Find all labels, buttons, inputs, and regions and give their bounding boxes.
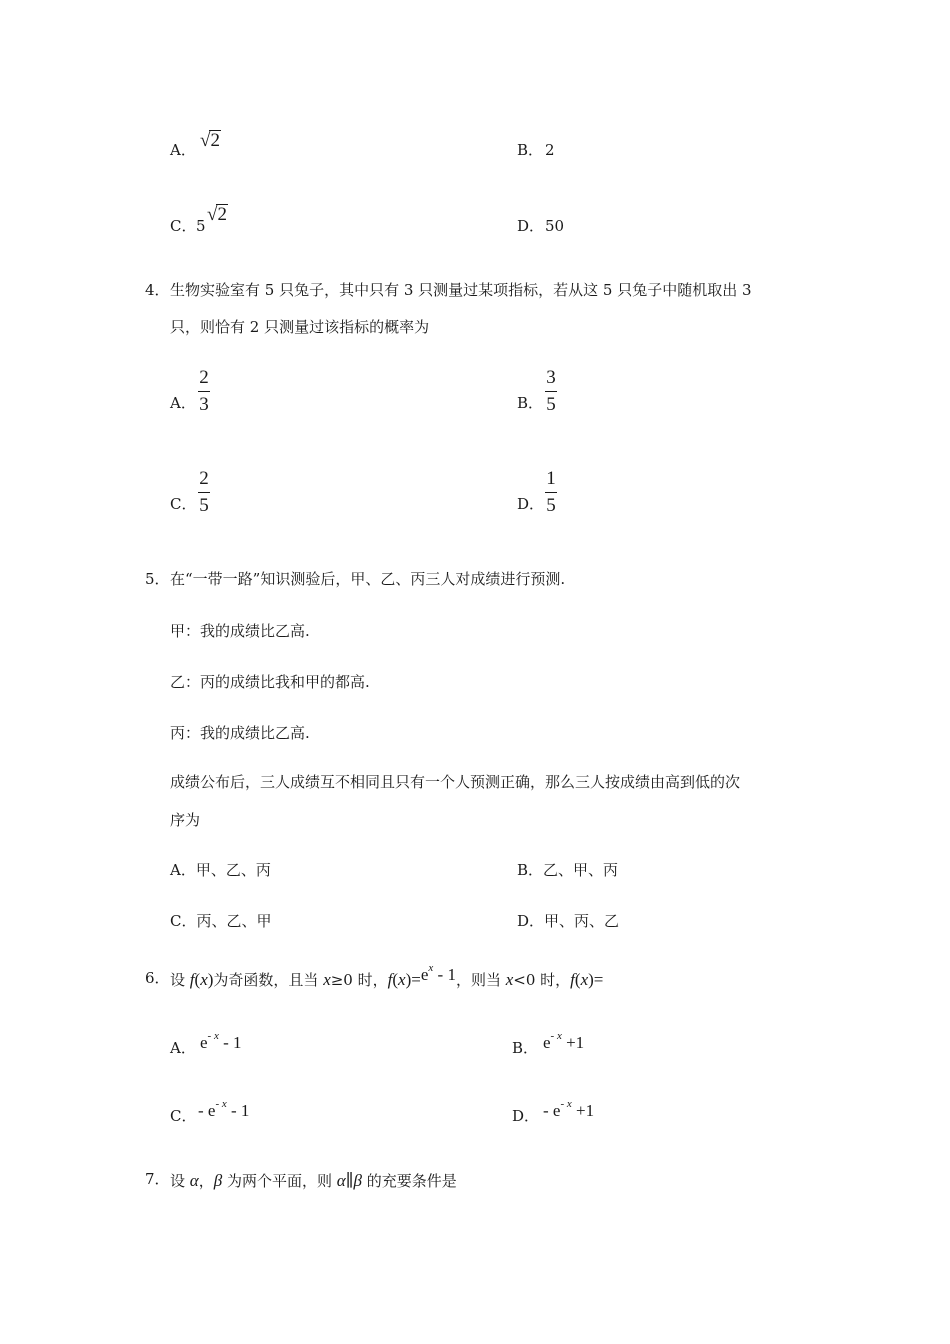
option-c-expression: - $e^{- x} - 1$ (198, 1098, 250, 1120)
question-stem: 设 f(x)为奇函数，且当 x≥0 时，$f(x)=e^x - 1$，则当 x<0 时，f(x)= (170, 962, 604, 989)
option-b: B．乙、甲、丙 (517, 861, 619, 879)
option-a: A．甲、乙、丙 (170, 861, 271, 879)
option-value: 50 (545, 217, 565, 235)
option-label: B． (512, 1039, 539, 1057)
option-d: D．甲、丙、乙 (517, 912, 620, 930)
statement-yi: 乙：丙的成绩比我和甲的都高. (170, 673, 370, 691)
fraction-d: 1 5 (546, 468, 556, 516)
statement-bing: 丙：我的成绩比乙高. (170, 724, 310, 742)
conclusion-cont: 序为 (170, 811, 201, 829)
option-a-expression: $e^{- x} - 1$ (200, 1030, 242, 1052)
question-number: 7． (145, 1170, 170, 1188)
statement-jia: 甲：我的成绩比乙高. (170, 622, 310, 640)
question-stem: 生物实验室有 5 只兔子，其中只有 3 只测量过某项指标，若从这 5 只兔子中随机取出 3 (170, 281, 752, 299)
question-number: 4． (145, 281, 170, 299)
sqrt-expression: √2 (200, 130, 220, 151)
option-c: C．丙、乙、甲 (170, 912, 272, 930)
question-number: 5． (145, 570, 170, 588)
fraction-b: 3 5 (546, 367, 556, 415)
option-label: C． (170, 495, 197, 513)
option-label: B． (517, 141, 544, 159)
option-label: A． (170, 1039, 196, 1057)
option-label: D． (517, 495, 545, 513)
option-label: D． (512, 1107, 540, 1125)
question-stem: 设 α，β 为两个平面，则 α∥β 的充要条件是 (170, 1171, 457, 1190)
option-label: D． (517, 217, 545, 235)
question-number: 6． (145, 969, 170, 987)
conclusion: 成绩公布后，三人成绩互不相同且只有一个人预测正确，那么三人按成绩由高到低的次 (170, 773, 741, 791)
question-stem-cont: 只，则恰有 2 只测量过该指标的概率为 (170, 318, 430, 336)
option-value: 2 (545, 141, 555, 159)
exponential-expression: $e^x - 1$ (420, 962, 456, 984)
option-d-expression: - $e^{- x} +1$ (543, 1098, 595, 1120)
option-label: B． (517, 394, 544, 412)
option-label: A． (170, 394, 196, 412)
option-label: C． (170, 1107, 197, 1125)
fraction-a: 2 3 (199, 367, 209, 415)
option-b-expression: $e^{- x} +1$ (543, 1030, 585, 1052)
fraction-c: 2 5 (199, 468, 209, 516)
coefficient: 5 (196, 217, 206, 235)
sqrt-expression: √2 (207, 204, 227, 225)
option-label: A． (170, 141, 196, 159)
question-stem: 在“一带一路”知识测验后，甲、乙、丙三人对成绩进行预测. (170, 570, 566, 588)
option-label: C． (170, 217, 197, 235)
